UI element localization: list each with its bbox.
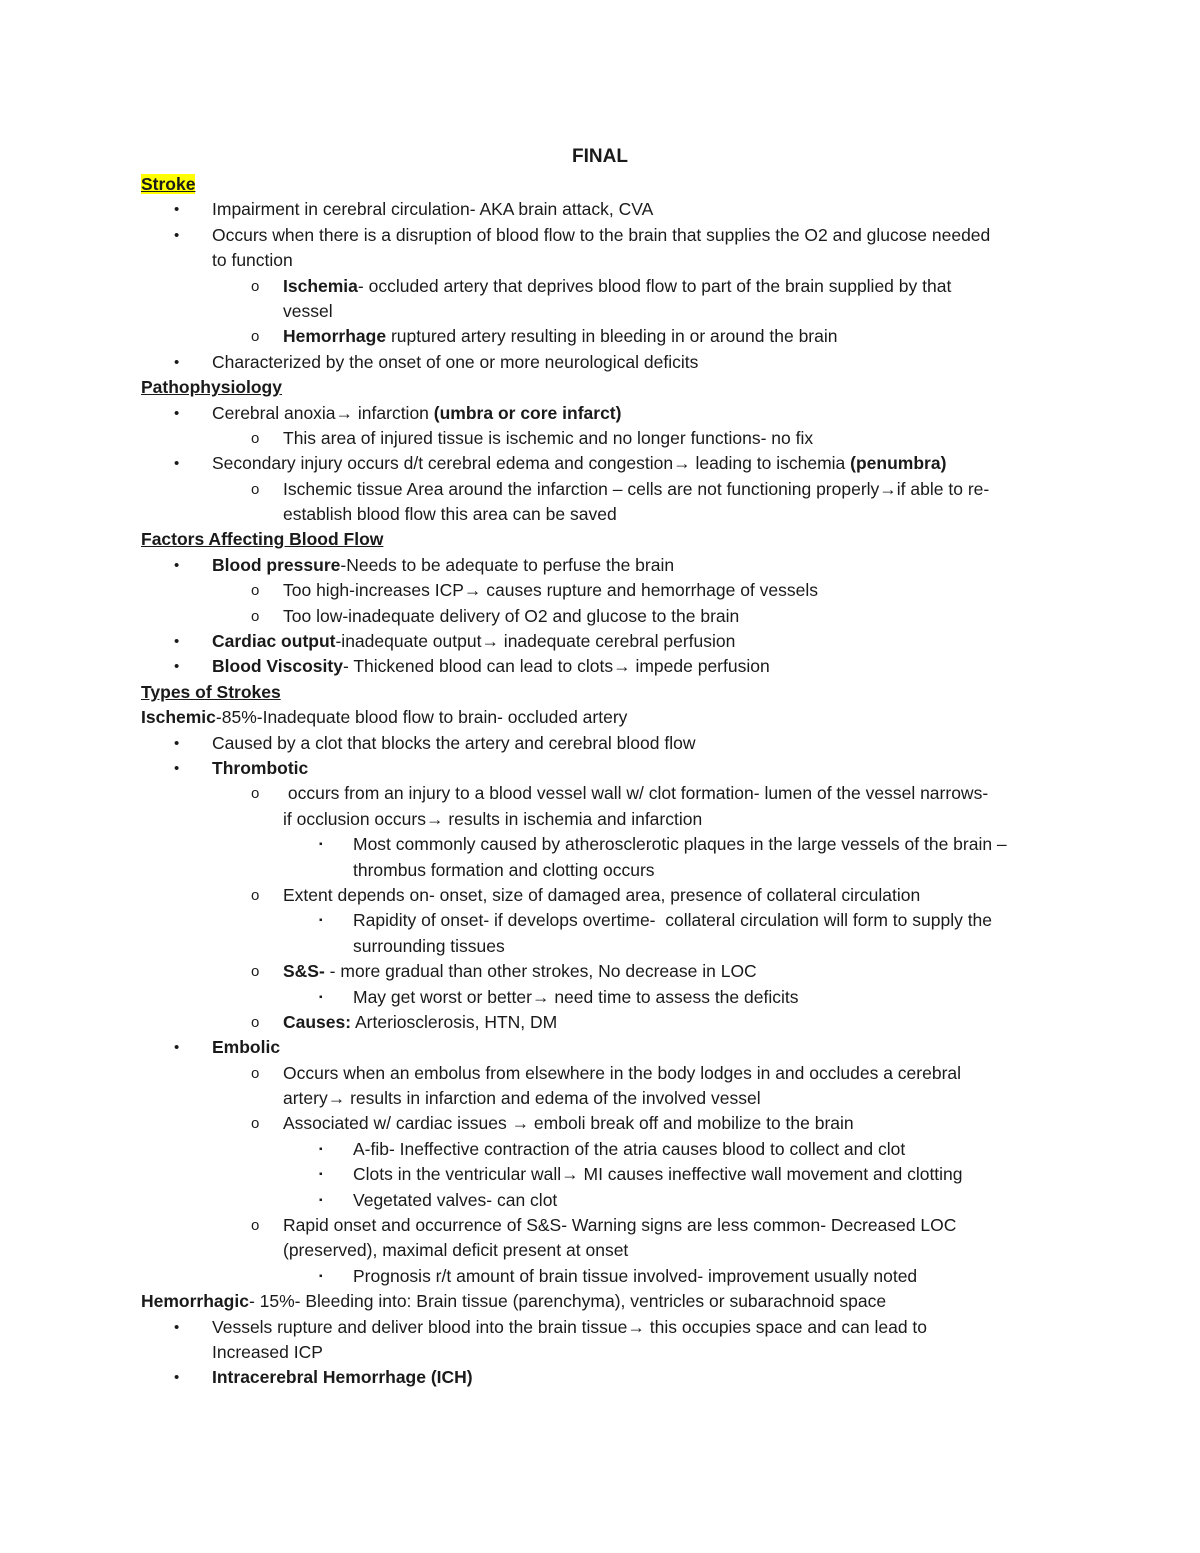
list-item: [141, 858, 1081, 883]
text-run: artery→ results in infarction and edema of the involved vessel: [283, 1088, 761, 1109]
section-line: [141, 705, 1081, 730]
text-run: Types of Strokes: [141, 681, 281, 702]
list-item: [141, 502, 1081, 527]
text-run: - occluded artery that deprives blood flow to part of the brain supplied by that: [357, 275, 952, 296]
text-run: Factors Affecting Blood Flow: [141, 529, 384, 550]
bullet-marker: o: [251, 607, 260, 625]
text-run: Pathophysiology: [141, 377, 282, 398]
bullet-marker: •: [174, 1039, 180, 1057]
list-item: [141, 985, 1081, 1010]
list-item: [141, 629, 1081, 654]
text-run: - Thickened blood can lead to clots→ impede perfusion: [342, 656, 770, 677]
text-run: Secondary injury occurs d/t cerebral edema and congestion→ leading to ischemia: [212, 453, 851, 474]
list-item: [141, 781, 1081, 806]
bullet-marker: ▪: [319, 991, 323, 1003]
list-item: [141, 350, 1081, 375]
text-run: Thrombotic: [212, 757, 309, 778]
bullet-marker: •: [174, 1369, 180, 1387]
text-run: establish blood flow this area can be saved: [283, 504, 617, 525]
text-run: Vessels rupture and deliver blood into the brain tissue→ this occupies space and can lead to: [212, 1316, 928, 1337]
text-run: -85%-Inadequate blood flow to brain- occluded artery: [215, 707, 628, 728]
bullet-marker: •: [174, 226, 180, 244]
list-item: [141, 299, 1081, 324]
text-run: Causes:: [283, 1011, 352, 1032]
list-item: [141, 1061, 1081, 1086]
text-run: Occurs when there is a disruption of blood flow to the brain that supplies the O2 and glucose needed: [212, 224, 991, 245]
text-run: - more gradual than other strokes, No decrease in LOC: [324, 961, 757, 982]
text-run: Hemorrhage: [283, 326, 387, 347]
bullet-marker: ▪: [319, 1194, 323, 1206]
text-run: Cerebral anoxia→ infarction: [212, 402, 434, 423]
text-run: surrounding tissues: [353, 935, 505, 956]
list-item: [141, 401, 1081, 426]
bullet-marker: o: [251, 1064, 260, 1082]
list-item: [141, 1213, 1081, 1238]
text-run: Impairment in cerebral circulation- AKA brain attack, CVA: [212, 199, 654, 220]
bullet-marker: •: [174, 1318, 180, 1336]
list-item: [141, 553, 1081, 578]
text-run: Too high-increases ICP→ causes rupture and hemorrhage of vessels: [283, 580, 818, 601]
bullet-marker: •: [174, 404, 180, 422]
section-line: [141, 680, 1081, 705]
bullet-marker: •: [174, 455, 180, 473]
text-run: Occurs when an embolus from elsewhere in the body lodges in and occludes a cerebral: [283, 1062, 962, 1083]
text-run: Arteriosclerosis, HTN, DM: [351, 1011, 558, 1032]
bullet-marker: •: [174, 556, 180, 574]
bullet-marker: o: [251, 1013, 260, 1031]
bullet-marker: •: [174, 201, 180, 219]
bullet-marker: o: [251, 1115, 260, 1133]
text-run: ruptured artery resulting in bleeding in or around the brain: [386, 326, 838, 347]
bullet-marker: ▪: [319, 839, 323, 851]
text-run: Cardiac output: [212, 631, 336, 652]
text-run: Clots in the ventricular wall→ MI causes ineffective wall movement and clotting: [353, 1164, 963, 1185]
list-item: [141, 1340, 1081, 1365]
text-run: Hemorrhagic: [141, 1291, 249, 1312]
list-item: [141, 324, 1081, 349]
bullet-marker: ▪: [319, 915, 323, 927]
list-item: [141, 1188, 1081, 1213]
bullet-marker: ▪: [319, 1270, 323, 1282]
section-line: [141, 375, 1081, 400]
list-item: [141, 934, 1081, 959]
bullet-marker: o: [251, 582, 260, 600]
text-run: May get worst or better→ need time to assess the deficits: [353, 986, 799, 1007]
text-run: Increased ICP: [212, 1341, 323, 1362]
text-run: thrombus formation and clotting occurs: [353, 859, 655, 880]
list-item: [141, 1264, 1081, 1289]
list-item: [141, 908, 1081, 933]
text-run: Prognosis r/t amount of brain tissue involved- improvement usually noted: [353, 1265, 918, 1286]
section-line: [141, 172, 1081, 197]
text-run: This area of injured tissue is ischemic and no longer functions- no fix: [283, 427, 814, 448]
text-run: (penumbra): [850, 453, 947, 474]
text-run: S&S-: [283, 961, 325, 982]
bullet-marker: ▪: [319, 1169, 323, 1181]
list-item: [141, 756, 1081, 781]
list-item: [141, 1035, 1081, 1060]
text-run: Intracerebral Hemorrhage (ICH): [212, 1367, 473, 1388]
list-item: [141, 1111, 1081, 1136]
section-line: [141, 527, 1081, 552]
list-item: [141, 1162, 1081, 1187]
bullet-marker: •: [174, 759, 180, 777]
text-run: A-fib- Ineffective contraction of the atria causes blood to collect and clot: [353, 1138, 906, 1159]
list-item: [141, 426, 1081, 451]
text-run: Characterized by the onset of one or more neurological deficits: [212, 351, 699, 372]
text-run: Ischemic tissue Area around the infarction – cells are not functioning properly→if able to re-: [283, 478, 990, 499]
bullet-marker: o: [251, 480, 260, 498]
text-run: Ischemia: [283, 275, 358, 296]
text-run: Caused by a clot that blocks the artery and cerebral blood flow: [212, 732, 696, 753]
list-item: [141, 604, 1081, 629]
bullet-marker: •: [174, 633, 180, 651]
list-item: [141, 1238, 1081, 1263]
bullet-marker: •: [174, 658, 180, 676]
list-item: [141, 578, 1081, 603]
bullet-marker: o: [251, 277, 260, 295]
text-run: (preserved), maximal deficit present at onset: [283, 1240, 629, 1261]
text-run: Vegetated valves- can clot: [353, 1189, 558, 1210]
list-item: [141, 1315, 1081, 1340]
bullet-marker: o: [251, 1217, 260, 1235]
text-run: if occlusion occurs→ results in ischemia and infarction: [283, 808, 703, 829]
list-item: [141, 197, 1081, 222]
bullet-marker: o: [251, 429, 260, 447]
section-line: [141, 1289, 1081, 1314]
bullet-marker: o: [251, 963, 260, 981]
list-item: [141, 451, 1081, 476]
bullet-marker: o: [251, 328, 260, 346]
text-run: to function: [212, 250, 293, 271]
text-run: Too low-inadequate delivery of O2 and glucose to the brain: [283, 605, 740, 626]
document-body: [141, 172, 1081, 1391]
text-run: - 15%- Bleeding into: Brain tissue (parenchyma), ventricles or subarachnoid space: [248, 1291, 887, 1312]
text-run: Associated w/ cardiac issues → emboli break off and mobilize to the brain: [283, 1113, 854, 1134]
text-run: (umbra or core infarct): [433, 402, 622, 423]
text-run: Ischemic: [141, 707, 216, 728]
list-item: [141, 477, 1081, 502]
text-run: Most commonly caused by atherosclerotic plaques in the large vessels of the brain –: [353, 834, 1007, 855]
text-run: Blood pressure: [212, 554, 341, 575]
bullet-marker: •: [174, 734, 180, 752]
list-item: [141, 223, 1081, 248]
text-run: Blood Viscosity: [212, 656, 343, 677]
list-item: [141, 959, 1081, 984]
list-item: [141, 807, 1081, 832]
list-item: [141, 832, 1081, 857]
text-run: Rapid onset and occurrence of S&S- Warning signs are less common- Decreased LOC: [283, 1215, 957, 1236]
text-run: Rapidity of onset- if develops overtime- collateral circulation will form to supply the: [353, 910, 993, 931]
bullet-marker: •: [174, 353, 180, 371]
list-item: [141, 1010, 1081, 1035]
text-run: Stroke: [141, 174, 196, 194]
list-item: [141, 654, 1081, 679]
bullet-marker: o: [251, 785, 260, 803]
list-item: [141, 274, 1081, 299]
bullet-marker: ▪: [319, 1143, 323, 1155]
text-run: -Needs to be adequate to perfuse the brain: [340, 554, 675, 575]
page-title: FINAL: [572, 146, 628, 167]
list-item: [141, 1365, 1081, 1390]
list-item: [141, 1137, 1081, 1162]
text-run: -inadequate output→ inadequate cerebral perfusion: [335, 631, 736, 652]
bullet-marker: o: [251, 886, 260, 904]
text-run: Extent depends on- onset, size of damaged area, presence of collateral circulation: [283, 884, 921, 905]
text-run: occurs from an injury to a blood vessel wall w/ clot formation- lumen of the vessel narrows-: [283, 783, 989, 804]
list-item: [141, 731, 1081, 756]
list-item: [141, 883, 1081, 908]
list-item: [141, 1086, 1081, 1111]
list-item: [141, 248, 1081, 273]
text-run: Embolic: [212, 1037, 281, 1058]
text-run: vessel: [283, 300, 333, 321]
